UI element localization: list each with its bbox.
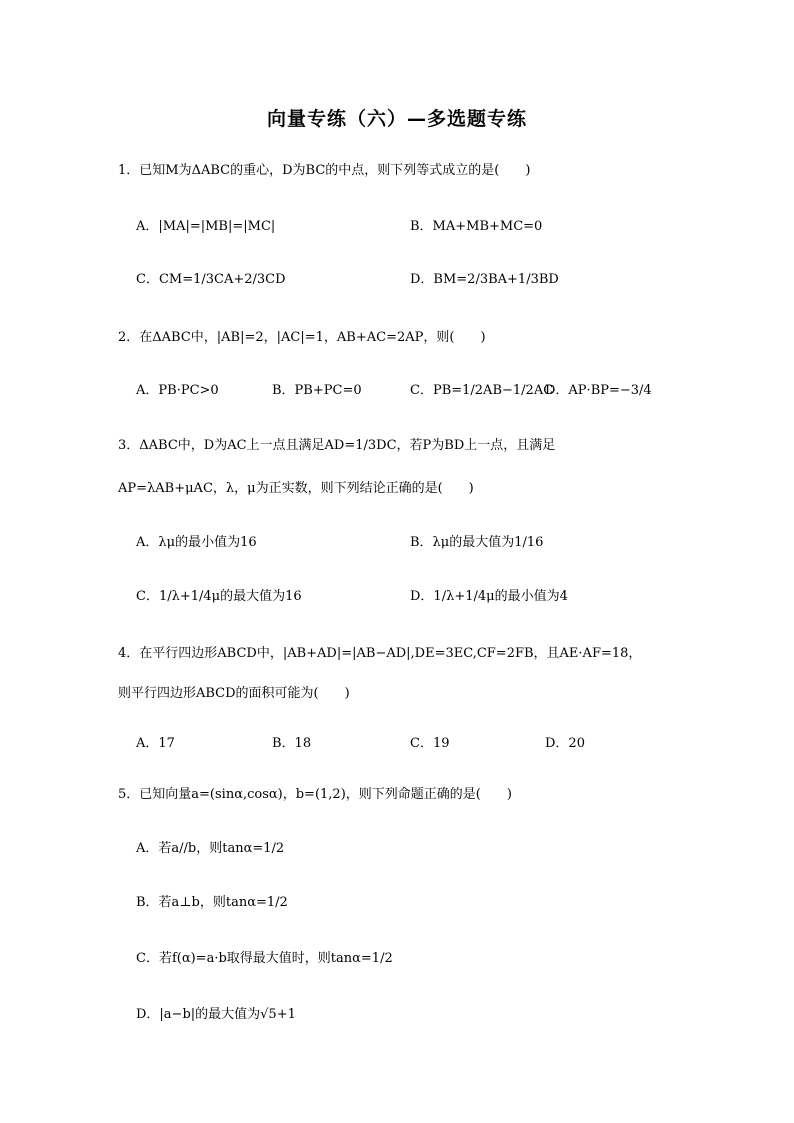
question-3-option-a: A．λμ的最小值为16 — [136, 535, 257, 550]
question-2-option-c: C．PB=1/2AB−1/2AC — [410, 383, 554, 398]
question-3-option-c: C．1/λ+1/4μ的最大值为16 — [136, 589, 302, 604]
question-3-option-d: D．1/λ+1/4μ的最小值为4 — [410, 589, 568, 604]
question-3-line-1: 3．ΔABC中，D为AC上一点且满足AD=1/3DC，若P为BD上一点，且满足 — [118, 438, 556, 453]
question-4-option-d: D．20 — [545, 736, 585, 751]
question-5-option-b: B．若a⊥b，则tanα=1/2 — [136, 895, 288, 910]
page-title: 向量专练（六）—多选题专练 — [266, 108, 527, 130]
question-5-option-a: A．若a//b，则tanα=1/2 — [136, 841, 285, 856]
question-3-line-2: AP=λAB+μAC，λ，μ为正实数，则下列结论正确的是( ) — [118, 481, 474, 496]
question-2-option-d: D．AP·BP=−3/4 — [545, 383, 652, 398]
question-1-option-c: C．CM=1/3CA+2/3CD — [136, 272, 286, 287]
question-5: 5．已知向量a=(sinα,cosα)，b=(1,2)，则下列命题正确的是( ) — [118, 787, 512, 802]
question-4-option-c: C．19 — [410, 736, 450, 751]
question-4-line-2: 则平行四边形ABCD的面积可能为( ) — [118, 686, 350, 701]
question-4-line-1: 4．在平行四边形ABCD中，|AB+AD|=|AB−AD|,DE=3EC,CF=2FB，且AE·AF=18， — [118, 646, 642, 661]
question-1-option-b: B．MA+MB+MC=0 — [410, 219, 543, 234]
question-1: 1．已知M为ΔABC的重心，D为BC的中点，则下列等式成立的是( ) — [118, 163, 531, 178]
question-1-option-d: D．BM=2/3BA+1/3BD — [410, 272, 559, 287]
question-5-option-c: C．若f(α)=a·b取得最大值时，则tanα=1/2 — [136, 951, 393, 966]
question-5-option-d: D．|a−b|的最大值为√5+1 — [136, 1007, 296, 1022]
question-1-option-a: A．|MA|=|MB|=|MC| — [136, 219, 276, 234]
question-4-option-a: A．17 — [136, 736, 175, 751]
question-4-option-b: B．18 — [272, 736, 312, 751]
question-3-option-b: B．λμ的最大值为1/16 — [410, 535, 544, 550]
question-2: 2．在ΔABC中，|AB|=2，|AC|=1，AB+AC=2AP，则( ) — [118, 330, 486, 345]
question-2-option-a: A．PB·PC>0 — [136, 383, 219, 398]
question-2-option-b: B．PB+PC=0 — [272, 383, 362, 398]
